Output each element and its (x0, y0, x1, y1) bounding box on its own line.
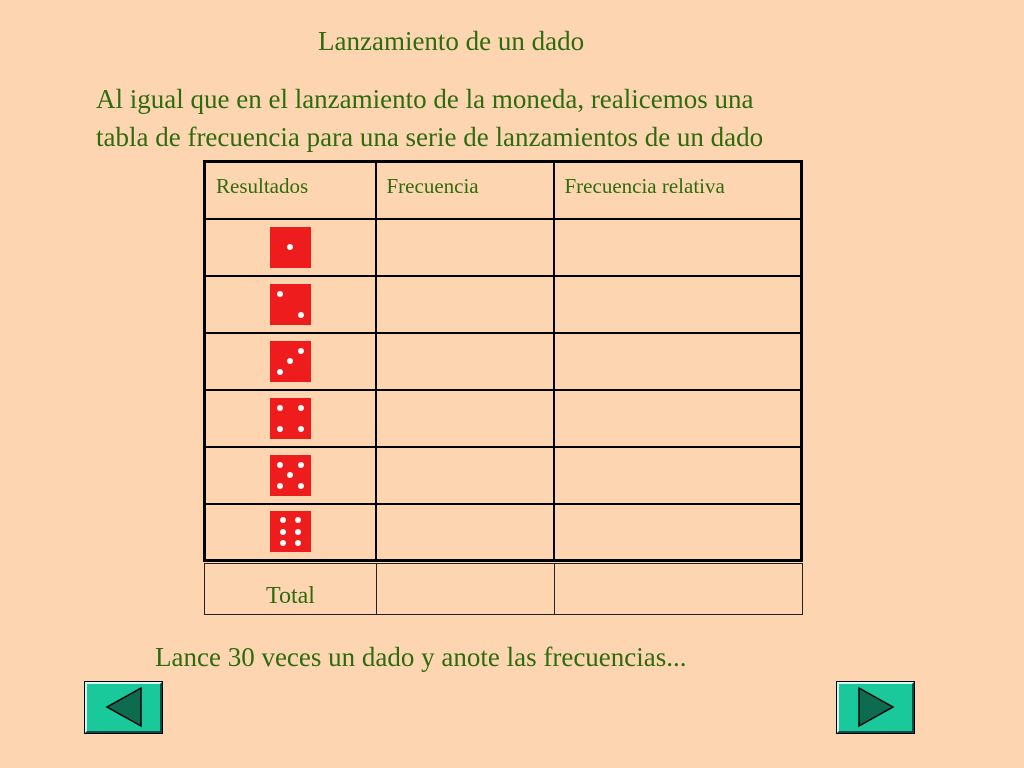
frequency-cell[interactable] (376, 390, 554, 447)
die-face-3-icon (270, 341, 311, 382)
frequency-table (203, 160, 803, 562)
instruction-text: Lance 30 veces un dado y anote las frecuencias... (155, 642, 687, 672)
frequency-cell[interactable] (376, 447, 554, 504)
die-pip (295, 517, 301, 523)
die-pip (277, 462, 283, 468)
relative-frequency-cell[interactable] (554, 504, 802, 561)
die-pip (277, 291, 283, 297)
relative-frequency-cell[interactable] (554, 219, 802, 276)
header-frecuencia: Frecuencia (376, 162, 554, 219)
die-pip (287, 472, 293, 478)
result-cell (205, 504, 376, 561)
total-row (205, 564, 803, 615)
header-frecuencia-relativa: Frecuencia relativa (554, 162, 802, 219)
die-pip (295, 540, 301, 546)
next-slide-button[interactable] (837, 682, 914, 733)
total-relative-frequency-cell[interactable] (555, 564, 803, 615)
slide-title: Lanzamiento de un dado (318, 26, 585, 56)
die-pip (277, 405, 283, 411)
frequency-cell[interactable] (376, 504, 554, 561)
total-table (204, 563, 803, 615)
die-pip (280, 529, 286, 535)
result-cell (205, 390, 376, 447)
die-face-1-icon (270, 227, 311, 268)
die-pip (298, 348, 304, 354)
total-label: Total (205, 564, 377, 615)
table-row (205, 447, 802, 504)
die-pip (280, 540, 286, 546)
die-pip (298, 405, 304, 411)
triangle-right-icon (839, 684, 912, 731)
die-face-4-icon (270, 398, 311, 439)
die-pip (295, 529, 301, 535)
die-pip (287, 358, 293, 364)
die-face-5-icon (270, 455, 311, 496)
relative-frequency-cell[interactable] (554, 390, 802, 447)
die-face-6-icon (270, 511, 311, 552)
relative-frequency-cell[interactable] (554, 276, 802, 333)
relative-frequency-cell[interactable] (554, 333, 802, 390)
intro-text (96, 80, 976, 156)
header-resultados: Resultados (205, 162, 376, 219)
table-header-row (205, 162, 802, 219)
relative-frequency-cell[interactable] (554, 447, 802, 504)
total-frequency-cell[interactable] (377, 564, 555, 615)
intro-line-2: tabla de frecuencia para una serie de lanzamientos de un dado (96, 122, 764, 152)
die-pip (277, 369, 283, 375)
die-face-2-icon (270, 284, 311, 325)
die-pip (298, 426, 304, 432)
result-cell (205, 333, 376, 390)
die-pip (298, 312, 304, 318)
table-row (205, 219, 802, 276)
intro-line-1: Al igual que en el lanzamiento de la moneda, realicemos una (96, 84, 754, 114)
table-row (205, 333, 802, 390)
result-cell (205, 219, 376, 276)
frequency-cell[interactable] (376, 333, 554, 390)
die-pip (298, 483, 304, 489)
die-pip (277, 483, 283, 489)
result-cell (205, 447, 376, 504)
triangle-left-icon (87, 684, 160, 731)
result-cell (205, 276, 376, 333)
frequency-cell[interactable] (376, 276, 554, 333)
table-row (205, 504, 802, 561)
table-row (205, 276, 802, 333)
die-pip (280, 517, 286, 523)
frequency-cell[interactable] (376, 219, 554, 276)
die-pip (298, 462, 304, 468)
table-row (205, 390, 802, 447)
previous-slide-button[interactable] (85, 682, 162, 733)
die-pip (277, 426, 283, 432)
die-pip (287, 244, 293, 250)
